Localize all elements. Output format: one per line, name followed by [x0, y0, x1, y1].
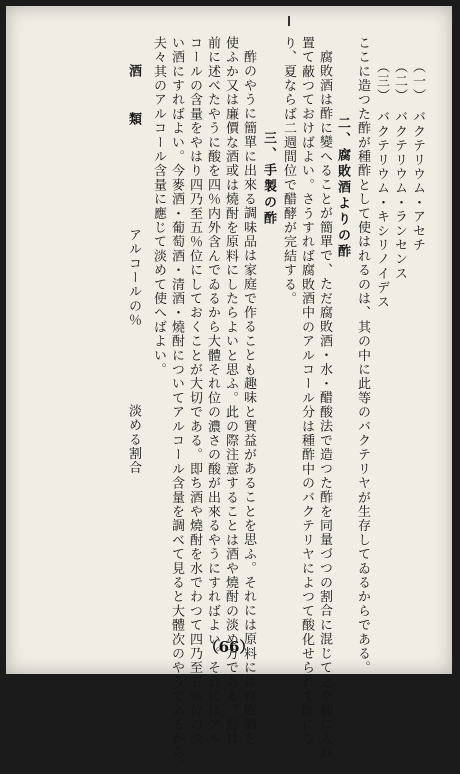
list-item: （二） バクテリウム・ランセンス: [392, 60, 407, 281]
paragraph-line: 夫々其のアルコール含量に應じて淡めて使へばよい。: [151, 36, 166, 377]
paragraph-line: 酢のやうに簡單に出來る調味品は家庭で作ることも趣味と實益があることを思ふ。それには原料には腐敗酒を: [241, 50, 256, 746]
page-mark: [288, 16, 290, 26]
paragraph-line: 使ふか又は廉價な酒或は燒酎を原料にしたらよいと思ふ。此の際注意することは酒や燒酎の淡め方である。酢は: [223, 36, 238, 746]
paragraph-line: 置て蔽つておけばよい。さうすれば腐敗酒中のアルコール分は種酢中のバクテリヤによつて酸化せられて酢にな: [299, 36, 314, 746]
paragraph-line: い酒にすればよい。今麥酒・葡萄酒・清酒・燒酎についてアルコール含量を調べて見ると大體次のやうであるから、: [169, 36, 184, 774]
book-page: [6, 6, 452, 774]
table-header-dilution-ratio: 淡める割合: [126, 404, 141, 475]
paragraph-line: コールの含量をやはり四乃至五％位にしておくことが大切である。即ち酒や燒酎を水でわつて四乃至五％位の淡: [187, 36, 202, 746]
section-heading: 二、腐敗酒よりの酢: [335, 116, 350, 260]
paragraph-line: 腐敗酒は酢に變へることが簡單で、ただ腐敗酒・水・醋酸法で造つた酢を同量づつの割合に混じて之を桶に入れ: [317, 50, 332, 760]
section-heading: 三、手製の酢: [261, 131, 276, 227]
table-header-alcohol-percent: アルコールの％: [126, 228, 141, 328]
page-number: （66）: [203, 638, 255, 656]
table-header-liquor: 酒 類: [126, 64, 141, 128]
paragraph-line: 前に述べたやうに酸を四％内外含んでゐるから大體それ位の濃さの酸が出來るやうにすればよい。それにはアル: [205, 36, 220, 746]
paragraph-line: り、夏ならば二週間位で醋酵が完結する。: [281, 36, 296, 306]
paragraph-line: ここに造つた酢が種酢として使はれるのは、其の中に此等のバクテリヤが生存してゐるからである。: [355, 36, 370, 675]
list-item: （一） バクテリウム・アセチ: [410, 60, 425, 253]
list-item: （三） バクテリウム・キシリノイデス: [374, 60, 389, 310]
